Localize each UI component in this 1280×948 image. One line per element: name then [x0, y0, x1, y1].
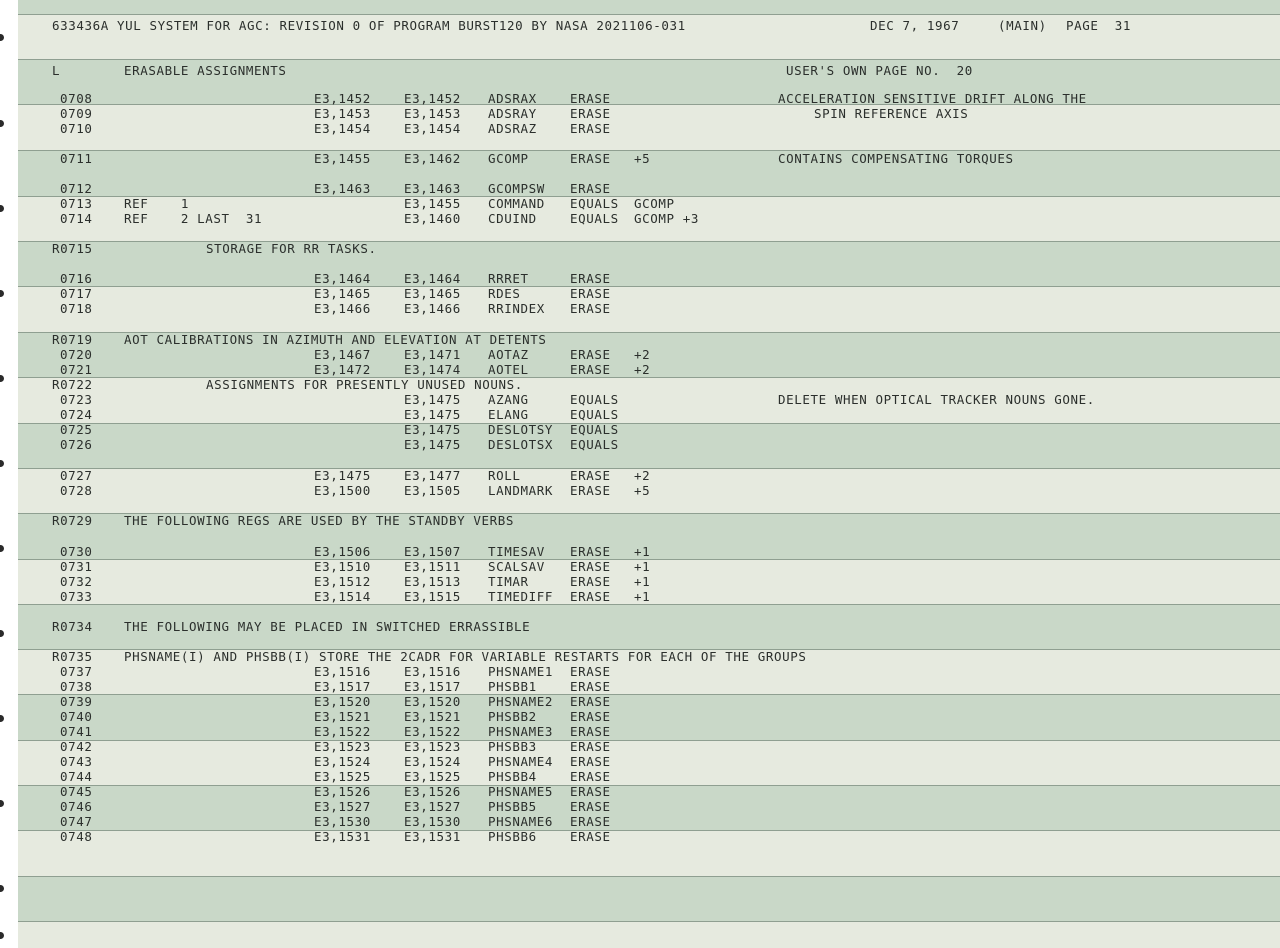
address-start: E3,1522 — [314, 724, 371, 739]
address-end: E3,1452 — [404, 91, 461, 106]
line-number: 0731 — [60, 559, 93, 574]
symbol-name: RDES — [488, 286, 521, 301]
operand: +1 — [634, 544, 651, 559]
address-end: E3,1520 — [404, 694, 461, 709]
line-number: R0729 — [52, 513, 93, 528]
symbol-name: PHSBB1 — [488, 679, 537, 694]
address-start: E3,1530 — [314, 814, 371, 829]
address-end: E3,1477 — [404, 468, 461, 483]
paper-band — [18, 921, 1280, 948]
remark-text: STORAGE FOR RR TASKS. — [206, 241, 377, 256]
address-start: E3,1523 — [314, 739, 371, 754]
operation: ERASE — [570, 362, 611, 377]
address-start: E3,1520 — [314, 694, 371, 709]
symbol-name: GCOMPSW — [488, 181, 545, 196]
symbol-name: PHSBB4 — [488, 769, 537, 784]
operation: ERASE — [570, 739, 611, 754]
symbol-name: RRRET — [488, 271, 529, 286]
symbol-name: PHSBB6 — [488, 829, 537, 844]
band-rule — [18, 740, 1280, 741]
section-marker: L — [52, 63, 61, 78]
band-rule — [18, 604, 1280, 605]
address-end: E3,1455 — [404, 196, 461, 211]
operation: ERASE — [570, 91, 611, 106]
operand: +5 — [634, 151, 651, 166]
address-start: E3,1525 — [314, 769, 371, 784]
address-start: E3,1531 — [314, 829, 371, 844]
address-start: E3,1500 — [314, 483, 371, 498]
address-start: E3,1512 — [314, 574, 371, 589]
band-rule — [18, 785, 1280, 786]
listing-header: 633436A YUL SYSTEM FOR AGC: REVISION 0 OF PROGRAM BURST120 BY NASA 2021106-031 — [52, 18, 686, 33]
sprocket-hole — [0, 205, 4, 212]
operand: GCOMP +3 — [634, 211, 700, 226]
line-number: 0740 — [60, 709, 93, 724]
sprocket-hole — [0, 715, 4, 722]
address-end: E3,1523 — [404, 739, 461, 754]
address-start: E3,1453 — [314, 106, 371, 121]
operation: ERASE — [570, 559, 611, 574]
address-end: E3,1466 — [404, 301, 461, 316]
address-end: E3,1465 — [404, 286, 461, 301]
paper-band — [18, 104, 1280, 150]
address-end: E3,1475 — [404, 392, 461, 407]
line-number: 0742 — [60, 739, 93, 754]
operation: ERASE — [570, 589, 611, 604]
symbol-name: TIMAR — [488, 574, 529, 589]
address-start: E3,1467 — [314, 347, 371, 362]
line-comment: CONTAINS COMPENSATING TORQUES — [778, 151, 1014, 166]
line-number: 0744 — [60, 769, 93, 784]
remark-text: ASSIGNMENTS FOR PRESENTLY UNUSED NOUNS. — [206, 377, 523, 392]
symbol-name: PHSNAME5 — [488, 784, 554, 799]
line-number: 0739 — [60, 694, 93, 709]
symbol-name: SCALSAV — [488, 559, 545, 574]
sprocket-hole — [0, 34, 4, 41]
symbol-name: GCOMP — [488, 151, 529, 166]
listing-main-label: (MAIN) — [998, 18, 1047, 33]
address-end: E3,1453 — [404, 106, 461, 121]
band-rule — [18, 286, 1280, 287]
operand: +1 — [634, 589, 651, 604]
line-number: 0738 — [60, 679, 93, 694]
operation: ERASE — [570, 106, 611, 121]
address-end: E3,1474 — [404, 362, 461, 377]
line-number: 0746 — [60, 799, 93, 814]
paper-band — [18, 423, 1280, 468]
symbol-name: PHSBB5 — [488, 799, 537, 814]
address-start: E3,1514 — [314, 589, 371, 604]
operation: ERASE — [570, 574, 611, 589]
symbol-name: ADSRAY — [488, 106, 537, 121]
operation: EQUALS — [570, 407, 619, 422]
address-start: E3,1463 — [314, 181, 371, 196]
sprocket-hole — [0, 885, 4, 892]
line-number: 0712 — [60, 181, 93, 196]
line-number: 0730 — [60, 544, 93, 559]
operation: EQUALS — [570, 422, 619, 437]
line-number: 0732 — [60, 574, 93, 589]
address-end: E3,1475 — [404, 422, 461, 437]
address-start: E3,1516 — [314, 664, 371, 679]
operation: ERASE — [570, 709, 611, 724]
line-number: 0721 — [60, 362, 93, 377]
line-number: 0724 — [60, 407, 93, 422]
address-start: E3,1452 — [314, 91, 371, 106]
paper-band — [18, 830, 1280, 876]
line-number: R0715 — [52, 241, 93, 256]
operation: EQUALS — [570, 211, 619, 226]
address-start: E3,1517 — [314, 679, 371, 694]
address-end: E3,1517 — [404, 679, 461, 694]
address-end: E3,1462 — [404, 151, 461, 166]
operation: ERASE — [570, 347, 611, 362]
line-number: 0727 — [60, 468, 93, 483]
paper-band — [18, 286, 1280, 332]
operation: ERASE — [570, 151, 611, 166]
operation: ERASE — [570, 181, 611, 196]
symbol-name: PHSNAME6 — [488, 814, 554, 829]
operation: EQUALS — [570, 437, 619, 452]
sprocket-hole — [0, 290, 4, 297]
band-rule — [18, 830, 1280, 831]
line-number: 0714 — [60, 211, 93, 226]
address-end: E3,1454 — [404, 121, 461, 136]
address-start: E3,1524 — [314, 754, 371, 769]
address-start: E3,1455 — [314, 151, 371, 166]
operand: GCOMP — [634, 196, 675, 211]
sprocket-hole — [0, 630, 4, 637]
address-end: E3,1460 — [404, 211, 461, 226]
paper-band — [18, 785, 1280, 830]
line-number: R0722 — [52, 377, 93, 392]
address-end: E3,1515 — [404, 589, 461, 604]
operation: ERASE — [570, 724, 611, 739]
address-end: E3,1463 — [404, 181, 461, 196]
line-number: 0711 — [60, 151, 93, 166]
symbol-name: COMMAND — [488, 196, 545, 211]
address-start: E3,1454 — [314, 121, 371, 136]
remark-text: AOT CALIBRATIONS IN AZIMUTH AND ELEVATION AT DETENTS — [124, 332, 547, 347]
line-comment: SPIN REFERENCE AXIS — [814, 106, 969, 121]
remark-text: THE FOLLOWING MAY BE PLACED IN SWITCHED ERRASSIBLE — [124, 619, 531, 634]
paper-band — [18, 0, 1280, 14]
line-number: 0708 — [60, 91, 93, 106]
band-rule — [18, 694, 1280, 695]
line-number: 0747 — [60, 814, 93, 829]
line-number: 0725 — [60, 422, 93, 437]
address-end: E3,1516 — [404, 664, 461, 679]
line-number: 0726 — [60, 437, 93, 452]
operation: ERASE — [570, 769, 611, 784]
line-number: R0734 — [52, 619, 93, 634]
address-end: E3,1511 — [404, 559, 461, 574]
operand: +2 — [634, 362, 651, 377]
line-number: 0718 — [60, 301, 93, 316]
line-number: 0748 — [60, 829, 93, 844]
address-end: E3,1507 — [404, 544, 461, 559]
sprocket-hole — [0, 120, 4, 127]
operand: +1 — [634, 559, 651, 574]
operation: ERASE — [570, 121, 611, 136]
symbol-name: PHSBB2 — [488, 709, 537, 724]
band-rule — [18, 423, 1280, 424]
sprocket-hole — [0, 545, 4, 552]
address-end: E3,1522 — [404, 724, 461, 739]
line-number: 0720 — [60, 347, 93, 362]
address-start: E3,1527 — [314, 799, 371, 814]
symbol-name: CDUIND — [488, 211, 537, 226]
line-number: 0728 — [60, 483, 93, 498]
sprocket-hole — [0, 932, 4, 939]
address-end: E3,1526 — [404, 784, 461, 799]
line-number: 0743 — [60, 754, 93, 769]
line-number: R0735 — [52, 649, 93, 664]
address-end: E3,1475 — [404, 437, 461, 452]
line-number: R0719 — [52, 332, 93, 347]
line-number: 0745 — [60, 784, 93, 799]
address-end: E3,1505 — [404, 483, 461, 498]
paper-band — [18, 876, 1280, 921]
symbol-name: PHSNAME2 — [488, 694, 554, 709]
symbol-name: ADSRAZ — [488, 121, 537, 136]
address-end: E3,1530 — [404, 814, 461, 829]
symbol-name: TIMEDIFF — [488, 589, 554, 604]
operation: ERASE — [570, 468, 611, 483]
line-number: 0723 — [60, 392, 93, 407]
line-number: 0713 — [60, 196, 93, 211]
line-number: 0741 — [60, 724, 93, 739]
section-title: ERASABLE ASSIGNMENTS — [124, 63, 287, 78]
symbol-name: TIMESAV — [488, 544, 545, 559]
symbol-name: ADSRAX — [488, 91, 537, 106]
band-rule — [18, 876, 1280, 877]
listing-page-number: PAGE 31 — [1066, 18, 1132, 33]
paper-band — [18, 694, 1280, 740]
reference-note: REF 2 LAST 31 — [124, 211, 263, 226]
symbol-name: PHSNAME3 — [488, 724, 554, 739]
symbol-name: DESLOTSY — [488, 422, 554, 437]
address-end: E3,1513 — [404, 574, 461, 589]
band-rule — [18, 14, 1280, 15]
paper-band — [18, 740, 1280, 785]
paper-margin — [0, 0, 18, 948]
line-number: 0709 — [60, 106, 93, 121]
address-end: E3,1531 — [404, 829, 461, 844]
address-end: E3,1521 — [404, 709, 461, 724]
address-start: E3,1510 — [314, 559, 371, 574]
operand: +2 — [634, 347, 651, 362]
line-number: 0737 — [60, 664, 93, 679]
address-start: E3,1465 — [314, 286, 371, 301]
symbol-name: AZANG — [488, 392, 529, 407]
remark-text: THE FOLLOWING REGS ARE USED BY THE STANDBY VERBS — [124, 513, 515, 528]
operation: ERASE — [570, 814, 611, 829]
address-start: E3,1466 — [314, 301, 371, 316]
operation: ERASE — [570, 286, 611, 301]
sprocket-hole — [0, 375, 4, 382]
symbol-name: DESLOTSX — [488, 437, 554, 452]
operation: ERASE — [570, 483, 611, 498]
line-number: 0710 — [60, 121, 93, 136]
address-end: E3,1464 — [404, 271, 461, 286]
symbol-name: AOTAZ — [488, 347, 529, 362]
symbol-name: ELANG — [488, 407, 529, 422]
address-start: E3,1506 — [314, 544, 371, 559]
operation: ERASE — [570, 544, 611, 559]
address-end: E3,1525 — [404, 769, 461, 784]
operation: ERASE — [570, 754, 611, 769]
line-number: 0717 — [60, 286, 93, 301]
operation: ERASE — [570, 271, 611, 286]
operation: EQUALS — [570, 392, 619, 407]
operation: EQUALS — [570, 196, 619, 211]
address-start: E3,1526 — [314, 784, 371, 799]
symbol-name: PHSBB3 — [488, 739, 537, 754]
remark-text: PHSNAME(I) AND PHSBB(I) STORE THE 2CADR FOR VARIABLE RESTARTS FOR EACH OF THE GROUPS — [124, 649, 807, 664]
address-end: E3,1524 — [404, 754, 461, 769]
band-rule — [18, 59, 1280, 60]
address-end: E3,1475 — [404, 407, 461, 422]
operation: ERASE — [570, 679, 611, 694]
band-rule — [18, 921, 1280, 922]
line-number: 0733 — [60, 589, 93, 604]
address-start: E3,1464 — [314, 271, 371, 286]
listing-date: DEC 7, 1967 — [870, 18, 960, 33]
operation: ERASE — [570, 799, 611, 814]
symbol-name: ROLL — [488, 468, 521, 483]
address-end: E3,1527 — [404, 799, 461, 814]
users-page-number: USER'S OWN PAGE NO. 20 — [786, 63, 973, 78]
symbol-name: RRINDEX — [488, 301, 545, 316]
sprocket-hole — [0, 460, 4, 467]
reference-note: REF 1 — [124, 196, 190, 211]
operand: +5 — [634, 483, 651, 498]
operand: +2 — [634, 468, 651, 483]
line-comment: DELETE WHEN OPTICAL TRACKER NOUNS GONE. — [778, 392, 1095, 407]
band-rule — [18, 104, 1280, 105]
symbol-name: PHSNAME4 — [488, 754, 554, 769]
line-number: 0716 — [60, 271, 93, 286]
symbol-name: AOTEL — [488, 362, 529, 377]
operation: ERASE — [570, 301, 611, 316]
operation: ERASE — [570, 694, 611, 709]
address-end: E3,1471 — [404, 347, 461, 362]
address-start: E3,1475 — [314, 468, 371, 483]
address-start: E3,1521 — [314, 709, 371, 724]
operand: +1 — [634, 574, 651, 589]
address-start: E3,1472 — [314, 362, 371, 377]
sprocket-hole — [0, 800, 4, 807]
symbol-name: PHSNAME1 — [488, 664, 554, 679]
symbol-name: LANDMARK — [488, 483, 554, 498]
operation: ERASE — [570, 829, 611, 844]
operation: ERASE — [570, 664, 611, 679]
operation: ERASE — [570, 784, 611, 799]
line-comment: ACCELERATION SENSITIVE DRIFT ALONG THE — [778, 91, 1087, 106]
